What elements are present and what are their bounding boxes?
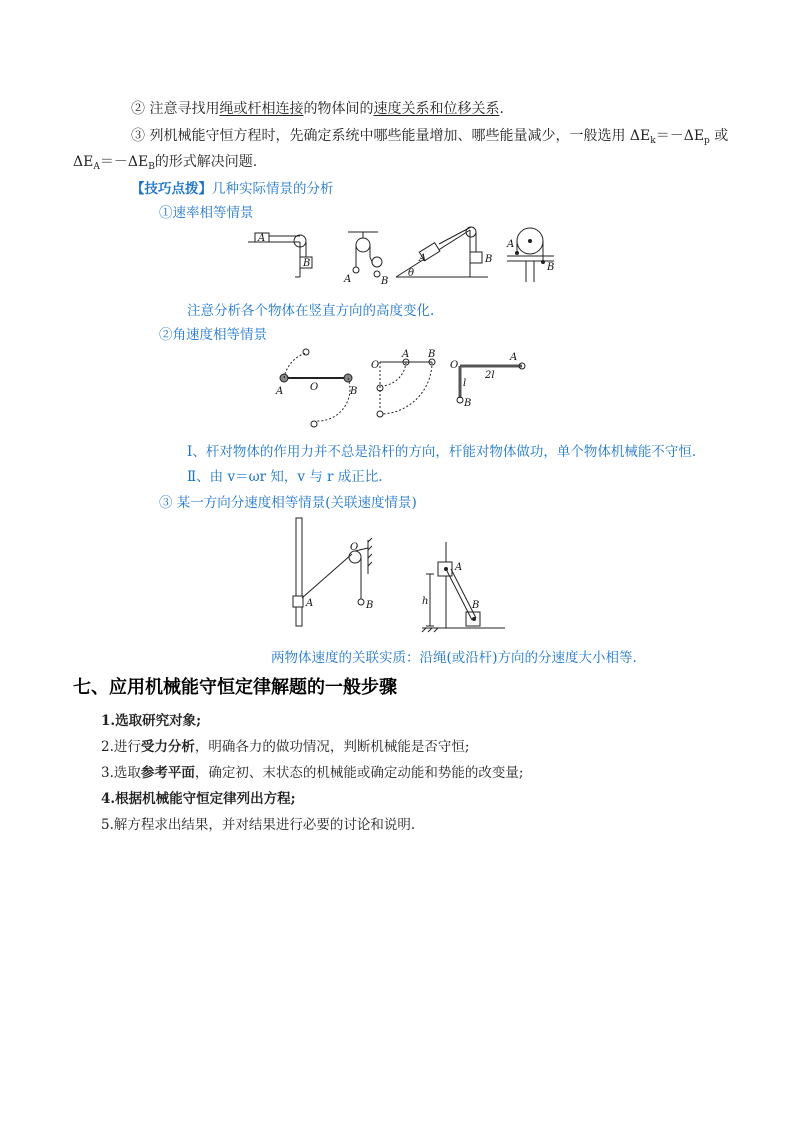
scenario-3-heading: ③ 某一方向分速度相等情景(关联速度情景)	[159, 495, 417, 511]
svg-text:A: A	[455, 562, 463, 573]
svg-text:A: A	[402, 349, 410, 360]
intro-item-2: ② 注意寻找用绳或杆相连接的物体间的速度关系和位移关系.	[131, 101, 504, 117]
svg-text:A: A	[276, 386, 284, 397]
svg-text:h: h	[422, 596, 429, 607]
svg-text:l: l	[463, 378, 467, 389]
scenario-2-point-i: Ⅰ、杆对物体的作用力并不总是沿杆的方向，杆能对物体做功，单个物体机械能不守恒.	[187, 444, 697, 460]
svg-text:A: A	[510, 352, 518, 363]
figure-related-velocity	[280, 512, 510, 634]
scenario-2-heading: ②角速度相等情景	[159, 327, 267, 343]
svg-text:A: A	[507, 239, 515, 250]
section-7-heading: 七、应用机械能守恒定律解题的一般步骤	[73, 677, 397, 698]
step-3: 3.选取参考平面，确定初、末状态的机械能或确定动能和势能的改变量;	[101, 765, 524, 781]
step-2: 2.进行受力分析，明确各力的做功情况，判断机械能是否守恒;	[101, 739, 470, 755]
svg-text:B: B	[472, 600, 480, 611]
svg-text:O: O	[310, 382, 319, 393]
step-1: 1.选取研究对象;	[101, 713, 202, 729]
tip-header	[131, 177, 334, 197]
tip-title: 几种实际情景的分析	[212, 181, 334, 197]
svg-text:B: B	[464, 398, 472, 409]
scenario-3-note: 两物体速度的关联实质：沿绳(或沿杆)方向的分速度大小相等.	[271, 650, 637, 666]
svg-text:O: O	[450, 360, 459, 371]
figure-equal-angular-velocity	[270, 346, 530, 436]
svg-text:O: O	[350, 542, 359, 553]
svg-text:O: O	[371, 360, 380, 371]
svg-text:A: A	[344, 274, 352, 285]
underline-velocity-displacement: 速度关系和位移关系	[373, 101, 500, 117]
step-4: 4.根据机械能守恒定律列出方程;	[101, 791, 296, 807]
svg-text:B: B	[381, 276, 389, 287]
figure-equal-speed	[248, 222, 563, 290]
svg-text:B: B	[485, 254, 493, 265]
svg-text:B: B	[350, 386, 358, 397]
intro-item-3-line1: ③ 列机械能守恒方程时，先确定系统中哪些能量增加、哪些能量减少，一般选用 $\Delta E_k=-\Delta E_p$ 或	[131, 128, 729, 146]
scenario-2-point-ii: Ⅱ、由 v＝ωr 知，v 与 r 成正比.	[187, 469, 383, 485]
label-A: A	[258, 233, 266, 244]
svg-text:θ: θ	[408, 268, 415, 279]
scenario-1-note: 注意分析各个物体在竖直方向的高度变化.	[187, 303, 435, 319]
intro-item-3-line2: $\Delta E_A=-\Delta E_B$的形式解决问题.	[73, 154, 258, 172]
svg-text:A: A	[306, 598, 314, 609]
step-5: 5.解方程求出结果，并对结果进行必要的讨论和说明.	[101, 817, 416, 833]
svg-text:B: B	[547, 262, 555, 273]
scenario-1-heading: ①速率相等情景	[159, 205, 254, 221]
svg-text:B: B	[428, 349, 436, 360]
svg-text:B: B	[366, 600, 374, 611]
label-B: B	[303, 258, 311, 269]
svg-text:2l: 2l	[485, 370, 495, 381]
svg-text:A: A	[419, 253, 427, 264]
underline-rope-rod: 绳或杆相连接	[219, 101, 304, 117]
tip-tag: 【技巧点拨】	[131, 181, 212, 197]
